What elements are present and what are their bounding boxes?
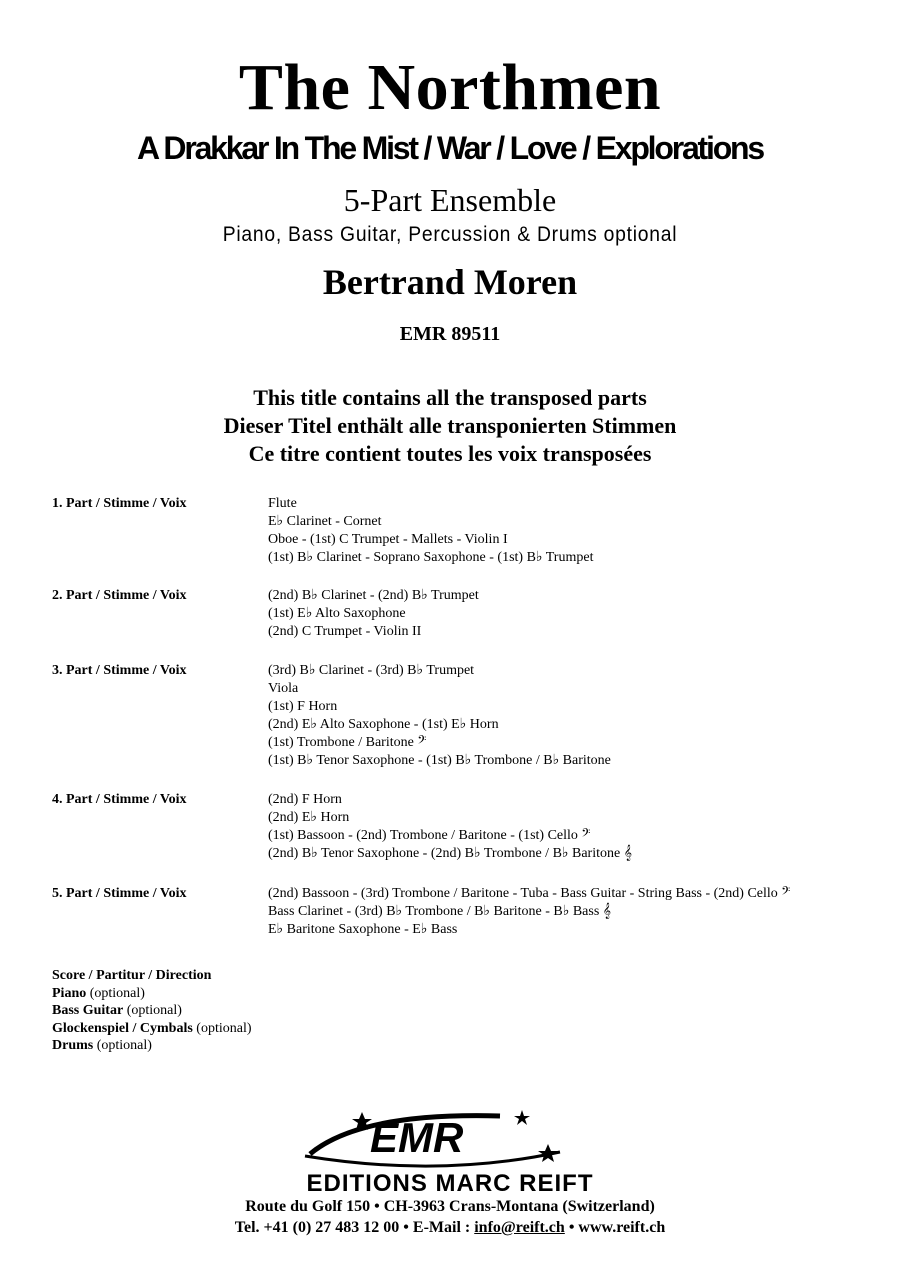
logo-text: EMR — [370, 1114, 464, 1161]
phone-text: Tel. +41 (0) 27 483 12 00 • E-Mail : — [234, 1219, 475, 1236]
extra-parts-list — [52, 967, 252, 1055]
part-instrument-list — [268, 885, 790, 939]
instrumentation: Piano, Bass Guitar, Percussion & Drums optional — [222, 223, 678, 246]
part-instrument: (2nd) C Trumpet - Violin II — [268, 624, 422, 639]
part-instrument: (2nd) E♭ Alto Saxophone - (1st) E♭ Horn — [268, 717, 499, 732]
part-label: 4. Part / Stimme / Voix — [52, 792, 187, 807]
part-instrument: (2nd) B♭ Tenor Saxophone - (2nd) B♭ Trombone / B♭ Baritone 𝄞 — [268, 846, 632, 861]
subtitle: A Drakkar In The Mist / War / Love / Explorations — [137, 130, 763, 166]
part-instrument: (1st) B♭ Clarinet - Soprano Saxophone - (1st) B♭ Trumpet — [268, 550, 594, 565]
part-instrument: (2nd) Bassoon - (3rd) Trombone / Baritone - Tuba - Bass Guitar - String Bass - (2nd) Cello 𝄢 — [268, 886, 791, 901]
catalog-number: EMR 89511 — [399, 323, 501, 345]
extra-part: Drums (optional) — [52, 1038, 152, 1053]
extra-part: Bass Guitar (optional) — [52, 1003, 182, 1018]
part-label: 1. Part / Stimme / Voix — [52, 496, 187, 511]
part-instrument: (3rd) B♭ Clarinet - (3rd) B♭ Trumpet — [268, 663, 475, 678]
part-instrument-list — [268, 791, 632, 863]
part-instrument: (2nd) B♭ Clarinet - (2nd) B♭ Trumpet — [268, 588, 479, 603]
publisher-address: Route du Golf 150 • CH-3963 Crans-Montana (Switzerland) — [245, 1198, 655, 1215]
part-instrument: (2nd) E♭ Horn — [268, 810, 350, 825]
part-label: 3. Part / Stimme / Voix — [52, 663, 187, 678]
part-instrument: Viola — [268, 681, 299, 696]
part-instrument: Flute — [268, 496, 297, 511]
part-instrument-list — [268, 662, 611, 770]
publisher-name: EDITIONS MARC REIFT — [306, 1170, 594, 1197]
extra-part: Glockenspiel / Cymbals (optional) — [52, 1020, 252, 1036]
website-text: • www.reift.ch — [564, 1219, 666, 1236]
part-instrument: Oboe - (1st) C Trumpet - Mallets - Violin I — [268, 532, 508, 547]
note-en: This title contains all the transposed parts — [253, 385, 647, 410]
extra-part: Score / Partitur / Direction — [52, 968, 212, 983]
part-instrument: E♭ Baritone Saxophone - E♭ Bass — [268, 922, 458, 937]
extra-part: Piano (optional) — [52, 985, 145, 1001]
part-label: 2. Part / Stimme / Voix — [52, 588, 187, 603]
part-instrument: (1st) Bassoon - (2nd) Trombone / Baritone - (1st) Cello 𝄢 — [268, 828, 591, 843]
part-instrument: (1st) F Horn — [268, 699, 338, 714]
part-instrument: (1st) B♭ Tenor Saxophone - (1st) B♭ Trombone / B♭ Baritone — [268, 753, 611, 768]
composer: Bertrand Moren — [322, 262, 578, 302]
publisher-contact — [0, 1218, 900, 1238]
emr-logo-icon — [300, 1108, 600, 1170]
note-fr: Ce titre contient toutes les voix transposées — [248, 441, 652, 466]
page-title: The Northmen — [238, 51, 662, 124]
part-label: 5. Part / Stimme / Voix — [52, 886, 187, 901]
part-instrument: (1st) Trombone / Baritone 𝄢 — [268, 735, 427, 750]
part-instrument: (1st) E♭ Alto Saxophone — [268, 606, 406, 621]
part-instrument: (2nd) F Horn — [268, 792, 342, 807]
ensemble-type: 5-Part Ensemble — [343, 182, 557, 218]
part-instrument-list — [268, 587, 479, 641]
email-link[interactable]: info@reift.ch — [474, 1219, 565, 1236]
part-instrument-list — [268, 495, 593, 567]
part-instrument: E♭ Clarinet - Cornet — [268, 514, 382, 529]
note-de: Dieser Titel enthält alle transponierten Stimmen — [223, 413, 677, 438]
part-instrument: Bass Clarinet - (3rd) B♭ Trombone / B♭ Baritone - B♭ Bass 𝄞 — [268, 904, 612, 919]
